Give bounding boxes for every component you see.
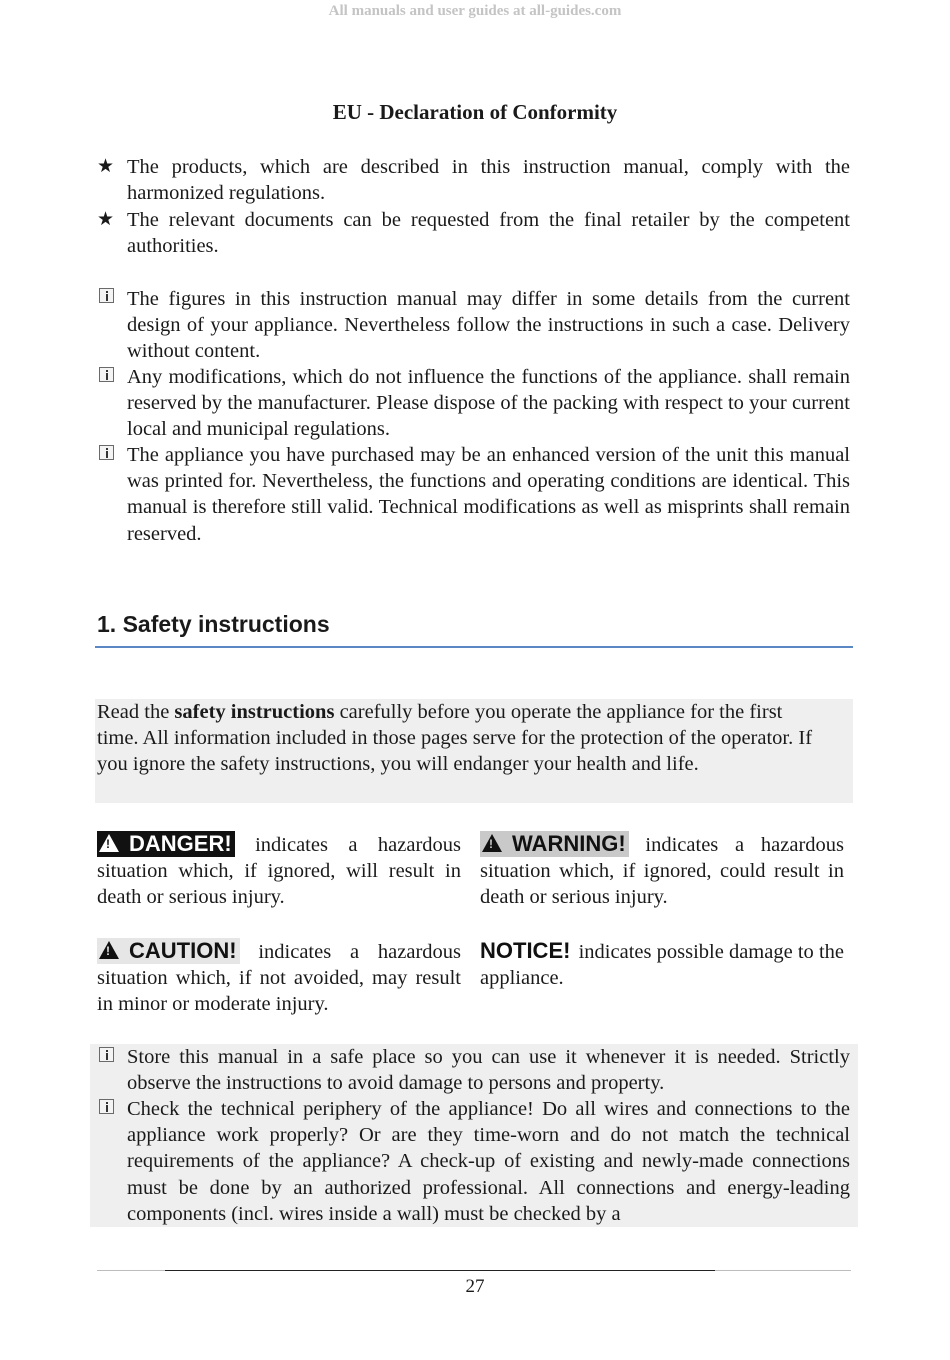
section-heading: 1. Safety instructions [97, 611, 330, 637]
info-icon [99, 367, 114, 382]
warning-triangle-icon [482, 834, 502, 852]
info-icon [99, 1047, 114, 1062]
info-note: The figures in this instruction manual may differ in some details from the current design of your appliance. Nevertheless follow the instructions in such a case. Delivery without content. [127, 288, 850, 363]
warning-definition: !WARNING! indicates a hazardous situation which, if ignored, could result in death or serious injury. [480, 831, 844, 911]
notice-definition: NOTICE! indicates possible damage to the appliance. [480, 938, 844, 990]
notice-label: NOTICE! [480, 938, 571, 963]
safety-note: Store this manual in a safe place so you can use it whenever it is needed. Strictly observe the instructions to avoid damage to persons and property. [127, 1046, 850, 1095]
star-icon: ★ [97, 156, 115, 177]
section-divider [95, 646, 853, 648]
info-note: Any modifications, which do not influence the functions of the appliance. shall remain reserved by the manufacturer. Please dispose of the packing with respect to your current local and municipal regulations. [127, 366, 850, 441]
info-icon [99, 445, 114, 460]
safety-intro: Read the safety instructions carefully before you operate the appliance for the first time. All information included in those pages serve for the protection of the operator. If you ignore the safety instructions, you will endanger your health and life. [97, 701, 813, 776]
danger-label: !DANGER! [97, 831, 235, 857]
danger-definition: !DANGER! indicates a hazardous situation which, if ignored, will result in death or serious injury. [97, 831, 461, 911]
safety-note: Check the technical periphery of the appliance! Do all wires and connections to the appliance work properly? Or are they time-worn and do not match the technical requirements of the appliance? A check-up of existing and newly-made connections must be done by an authorized professional. All connections and energy-leading components (incl. wires inside a wall) must be checked by a [127, 1098, 850, 1225]
star-icon: ★ [97, 209, 115, 230]
page-title: EU - Declaration of Conformity [332, 100, 618, 124]
page-number: 27 [465, 1276, 485, 1297]
declaration-bullet: The relevant documents can be requested from the final retailer by the competent authorities. [127, 209, 850, 258]
caution-label: !CAUTION! [97, 938, 240, 964]
info-note: The appliance you have purchased may be an enhanced version of the unit this manual was printed for. Nevertheless, the functions and operating conditions are identical. This manual is therefore still valid. Technical modifications as well as misprints shall remain reserved. [127, 444, 850, 545]
watermark: All manuals and user guides at all-guides.com [328, 3, 622, 19]
footer-divider-accent [165, 1270, 715, 1271]
warning-label: !WARNING! [480, 831, 629, 857]
warning-triangle-icon [99, 941, 119, 959]
warning-triangle-icon [99, 834, 119, 852]
info-icon [99, 288, 114, 303]
info-icon [99, 1099, 114, 1114]
declaration-bullet: The products, which are described in this instruction manual, comply with the harmonized regulations. [127, 156, 850, 205]
caution-definition: !CAUTION! indicates a hazardous situation which, if not avoided, may result in minor or moderate injury. [97, 938, 461, 1018]
